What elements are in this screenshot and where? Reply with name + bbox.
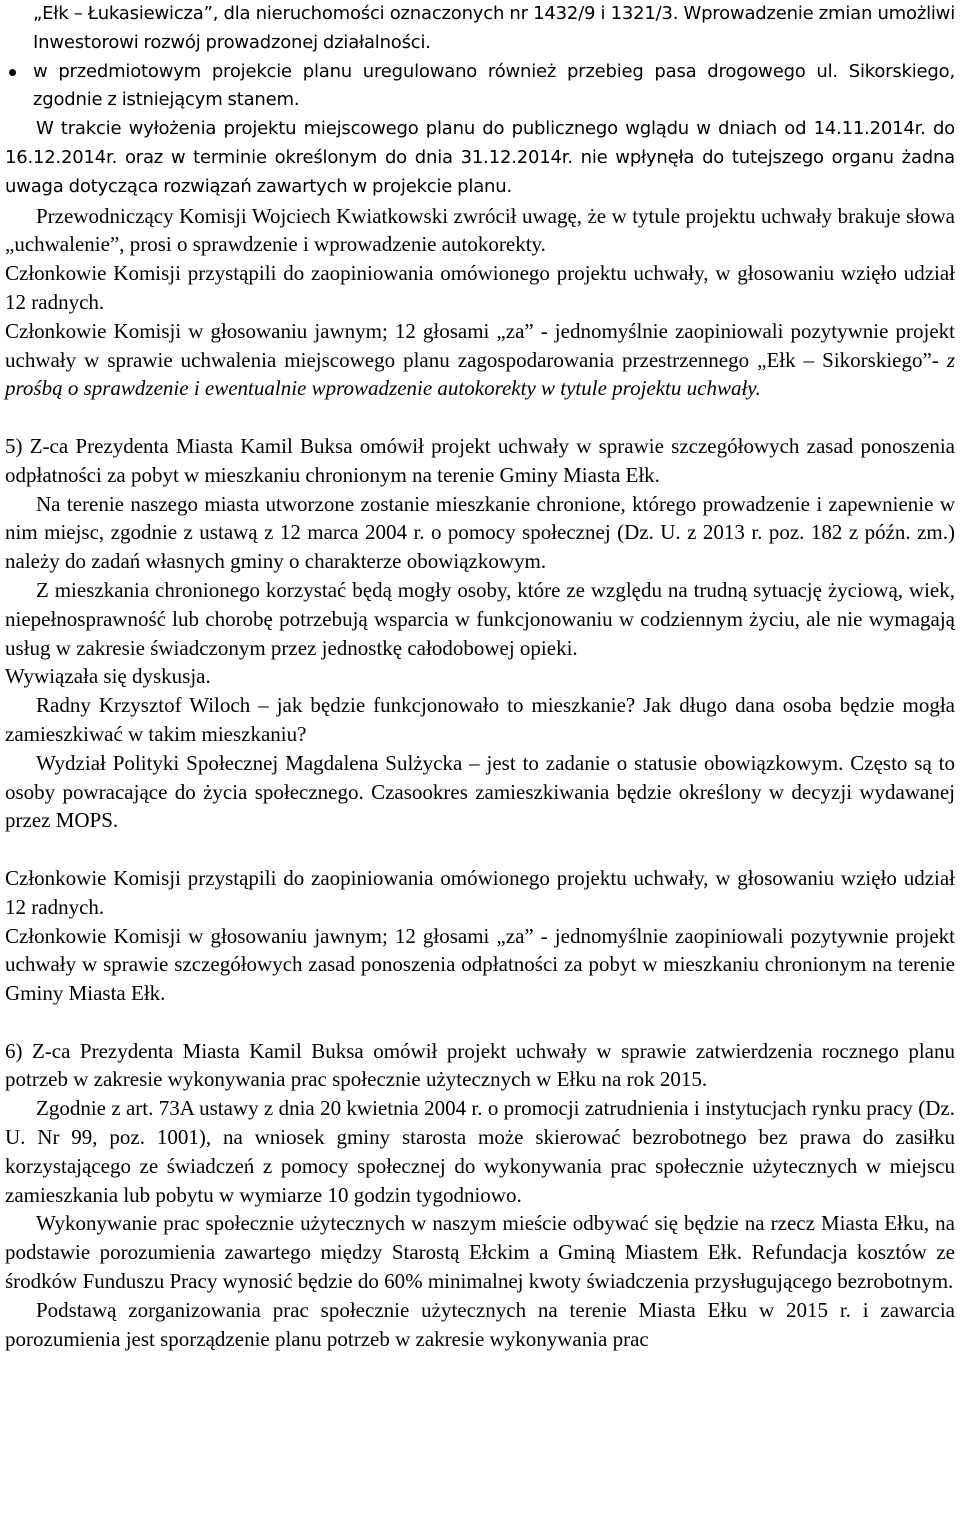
glosowanie-italic-note: z prośbą o sprawdzenie i ewentualnie wprowadzenie autokorekty w tytule projektu uchwały. [5,347,955,401]
paragraph-podstawa: Podstawą zorganizowania prac społecznie użytecznych na terenie Miasta Ełku w 2015 r. i zawarcia porozumienia jest sporządzenie planu potrzeb w zakresie wykonywania prac [5,1297,955,1351]
paragraph-art-73a: Zgodnie z art. 73A ustawy z dnia 20 kwietnia 2004 r. o promocji zatrudnienia i instytucjach rynku pracy (Dz. U. Nr 99, poz. 1001), na wniosek gminy starosta może skierować bezrobotnego bez prawa do zasiłku korzystającego ze świadczeń z pomocy społecznej do wykonywania prac społecznie użytecznych w miejscu zamieszkania lub pobytu w wymiarze 10 godzin tygodniowo. [5,1096,955,1207]
paragraph-dyskusja: Wywiązała się dyskusja. [5,664,211,689]
paragraph-glosowanie-2: Członkowie Komisji w głosowaniu jawnym; 12 głosami „za” - jednomyślnie zaopiniowali pozytywnie projekt uchwały w sprawie szczegółowych zasad ponoszenia odpłatności za pobyt w mieszkaniu chronionym na terenie Gminy Miasta Ełk. [5,923,955,1006]
paragraph-przystapili-1: Członkowie Komisji przystąpili do zaopiniowania omówionego projektu uchwały, w głosowaniu wzięło udział 12 radnych. [5,261,955,314]
paragraph-radny-wiloch: Radny Krzysztof Wiloch – jak będzie funkcjonowało to mieszkanie? Jak długo dana osoba będzie mogła zamieszkiwać w takim mieszkaniu? [5,693,955,746]
paragraph-wykonywanie-prac: Wykonywanie prac społecznie użytecznych w naszym mieście odbywać się będzie na rzecz Miasta Ełku, na podstawie porozumienia zawartego między Starostą Ełckim a Gminą Miastem Ełk. Refundacja kosztów ze środków Funduszu Pracy wynosić będzie do 60% minimalnej kwoty świadczenia przysługującego bezrobotnym. [5,1211,955,1294]
paragraph-lukasiewicza: „Ełk – Łukasiewicza”, dla nieruchomości oznaczonych nr 1432/9 i 1321/3. Wprowadzenie zmian umożliwi Inwestorowi rozwój prowadzonej działalności. [33,3,955,53]
paragraph-wylozenie: W trakcie wyłożenia projektu miejscowego planu do publicznego wglądu w dniach od 14.11.2014r. do 16.12.2014r. oraz w terminie określonym do dnia 31.12.2014r. nie wpłynęła do tutejszego organu żadna uwaga dotycząca rozwiązań zawartych w projekcie planu. [5,118,955,197]
paragraph-z-mieszkania: Z mieszkania chronionego korzystać będą mogły osoby, które ze względu na trudną sytuację życiową, wiek, niepełnosprawność lub chorobę potrzebują wsparcia w funkcjonowaniu w codziennym życiu, ale nie wymagają usług w zakresie świadczonym przez jednostkę całodobowej opieki. [5,577,955,660]
bullet-item-sikorskiego [5,58,955,116]
paragraph-mieszkanie-chronione: Na terenie naszego miasta utworzone zostanie mieszkanie chronione, którego prowadzenie i zapewnienie w nim miejsc, zgodnie z ustawą z 12 marca 2004 r. o pomocy społecznej (Dz. U. z 2013 r. poz. 182 z późn. zm.) należy do zadań własnych gminy o charakterze obowiązkowym. [5,491,955,574]
glosowanie-text: Członkowie Komisji w głosowaniu jawnym; 12 głosami „za” - jednomyślnie zaopiniowali pozytywnie projekt uchwały w sprawie uchwalenia miejscowego planu zagospodarowania przestrzennego „Ełk – Sikorskiego”- [5,318,955,372]
paragraph-przewodniczacy: Przewodniczący Komisji Wojciech Kwiatkowski zwrócił uwagę, że w tytule projektu uchwały brakuje słowa „uchwalenie”, prosi o sprawdzenie i wprowadzenie autokorekty. [5,203,955,257]
agenda-item-5: 5) Z-ca Prezydenta Miasta Kamil Buksa omówił projekt uchwały w sprawie szczegółowych zasad ponoszenia odpłatności za pobyt w mieszkaniu chronionym na terenie Gminy Miasta Ełk. [5,433,955,487]
paragraph-wydzial-polityki: Wydział Polityki Społecznej Magdalena Sulżycka – jest to zadanie o statusie obowiązkowym. Często są to osoby powracające do życia społecznego. Czasookres zamieszkiwania będzie określony w decyzji wydawanej przez MOPS. [5,750,955,833]
bullet-item-text: w przedmiotowym projekcie planu uregulowano również przebieg pasa drogowego ul. Sikorskiego, zgodnie z istniejącym stanem. [33,60,955,111]
agenda-item-6: 6) Z-ca Prezydenta Miasta Kamil Buksa omówił projekt uchwały w sprawie zatwierdzenia rocznego planu potrzeb w zakresie wykonywania prac społecznie użytecznych w Ełku na rok 2015. [5,1038,955,1092]
paragraph-glosowanie-1 [5,317,955,403]
paragraph-przystapili-2: Członkowie Komisji przystąpili do zaopiniowania omówionego projektu uchwały, w głosowaniu wzięło udział 12 radnych. [5,865,955,919]
bullet-icon [9,69,16,76]
document-page [5,0,955,1353]
